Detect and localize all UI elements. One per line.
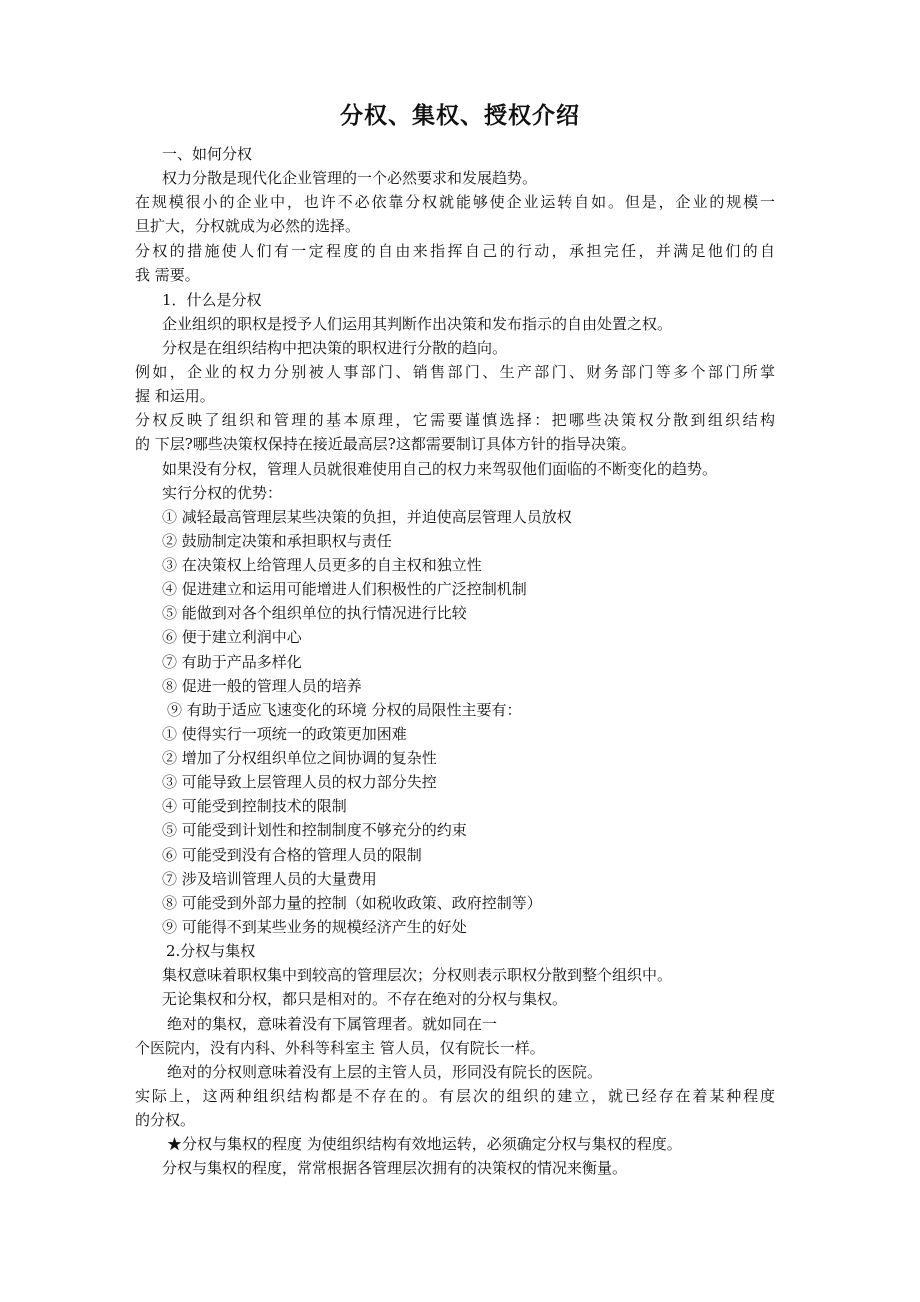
paragraph-line: 如果没有分权，管理人员就很难使用自己的权力来驾驭他们面临的不断变化的趋势。 (162, 460, 718, 478)
paragraph-line: 实际上，这两种组织结构都是不存在的。有层次的组织的建立，就已经存在着某种程度 (135, 1087, 775, 1105)
list-item: ② 鼓励制定决策和承担职权与责任 (162, 532, 392, 550)
paragraph-line: 企业组织的职权是授予人们运用其判断作出决策和发布指示的自由处置之权。 (162, 315, 673, 333)
paragraph-line: 分权是在组织结构中把决策的职权进行分散的趋向。 (162, 339, 508, 357)
list-item: ⑥ 便于建立利润中心 (162, 628, 302, 646)
list-item: ⑤ 可能受到计划性和控制制度不够充分的约束 (162, 821, 467, 839)
subsection-heading: 1．什么是分权 (162, 291, 262, 309)
list-item: ③ 在决策权上给管理人员更多的自主权和独立性 (162, 556, 482, 574)
paragraph-line: 旦扩大，分权就成为必然的选择。 (135, 217, 361, 235)
paragraph-line: 绝对的分权则意味着没有上层的主管人员，形同没有院长的医院。 (167, 1063, 603, 1081)
list-item: ⑥ 可能受到没有合格的管理人员的限制 (162, 846, 422, 864)
paragraph-line: 个医院内，没有内科、外科等科室主 管人员，仅有院长一样。 (135, 1039, 545, 1057)
paragraph-line: 在规模很小的企业中，也许不必依靠分权就能够使企业运转自如。但是，企业的规模一 (135, 193, 775, 211)
paragraph-line: 绝对的集权，意味着没有下属管理者。就如同在一 (167, 1015, 498, 1033)
list-item: ⑨ 有助于适应飞速变化的环境 分权的局限性主要有： (167, 701, 522, 719)
paragraph-line: 我 需要。 (135, 266, 200, 284)
paragraph-line: 分权与集权的程度，常常根据各管理层次拥有的决策权的情况来衡量。 (162, 1159, 628, 1177)
list-item: ⑤ 能做到对各个组织单位的执行情况进行比较 (162, 604, 467, 622)
paragraph-line: 的 下层?哪些决策权保持在接近最高层?这都需要制订具体方针的指导决策。 (135, 435, 636, 453)
list-item: ④ 可能受到控制技术的限制 (162, 797, 347, 815)
list-item: ① 减轻最高管理层某些决策的负担，并迫使高层管理人员放权 (162, 508, 572, 526)
paragraph-line: 分权反映了组织和管理的基本原理，它需要谨慎选择：把哪些决策权分散到组织结构 (135, 411, 775, 429)
paragraph-line: 无论集权和分权，都只是相对的。不存在绝对的分权与集权。 (162, 990, 568, 1008)
list-item: ① 使得实行一项统一的政策更加困难 (162, 725, 407, 743)
list-item: ③ 可能导致上层管理人员的权力部分失控 (162, 773, 437, 791)
paragraph-line: ★分权与集权的程度 为使组织结构有效地运转，必须确定分权与集权的程度。 (167, 1135, 682, 1153)
page-title: 分权、集权、授权介绍 (340, 102, 580, 129)
list-item: ⑧ 可能受到外部力量的控制（如税收政策、政府控制等） (162, 894, 542, 912)
list-item: ④ 促进建立和运用可能增进人们积极性的广泛控制机制 (162, 580, 527, 598)
section-heading: 一、如何分权 (162, 145, 253, 163)
list-item: ⑧ 促进一般的管理人员的培养 (162, 677, 362, 695)
list-item: ⑦ 涉及培训管理人员的大量费用 (162, 870, 377, 888)
paragraph-line: 握 和运用。 (135, 387, 215, 405)
paragraph-line: 实行分权的优势： (162, 484, 283, 502)
paragraph-line: 的分权。 (135, 1111, 196, 1129)
subsection-heading: 2.分权与集权 (166, 942, 256, 960)
paragraph-line: 集权意味着职权集中到较高的管理层次；分权则表示职权分散到整个组织中。 (162, 966, 673, 984)
list-item: ⑨ 可能得不到某些业务的规模经济产生的好处 (162, 918, 467, 936)
list-item: ② 增加了分权组织单位之间协调的复杂性 (162, 749, 437, 767)
paragraph-line: 权力分散是现代化企业管理的一个必然要求和发展趋势。 (162, 169, 538, 187)
list-item: ⑦ 有助于产品多样化 (162, 653, 302, 671)
paragraph-line: 分权的措施使人们有一定程度的自由来指挥自己的行动，承担完任，并满足他们的自 (135, 242, 775, 260)
paragraph-line: 例如，企业的权力分别被人事部门、销售部门、生产部门、财务部门等多个部门所掌 (135, 363, 775, 381)
